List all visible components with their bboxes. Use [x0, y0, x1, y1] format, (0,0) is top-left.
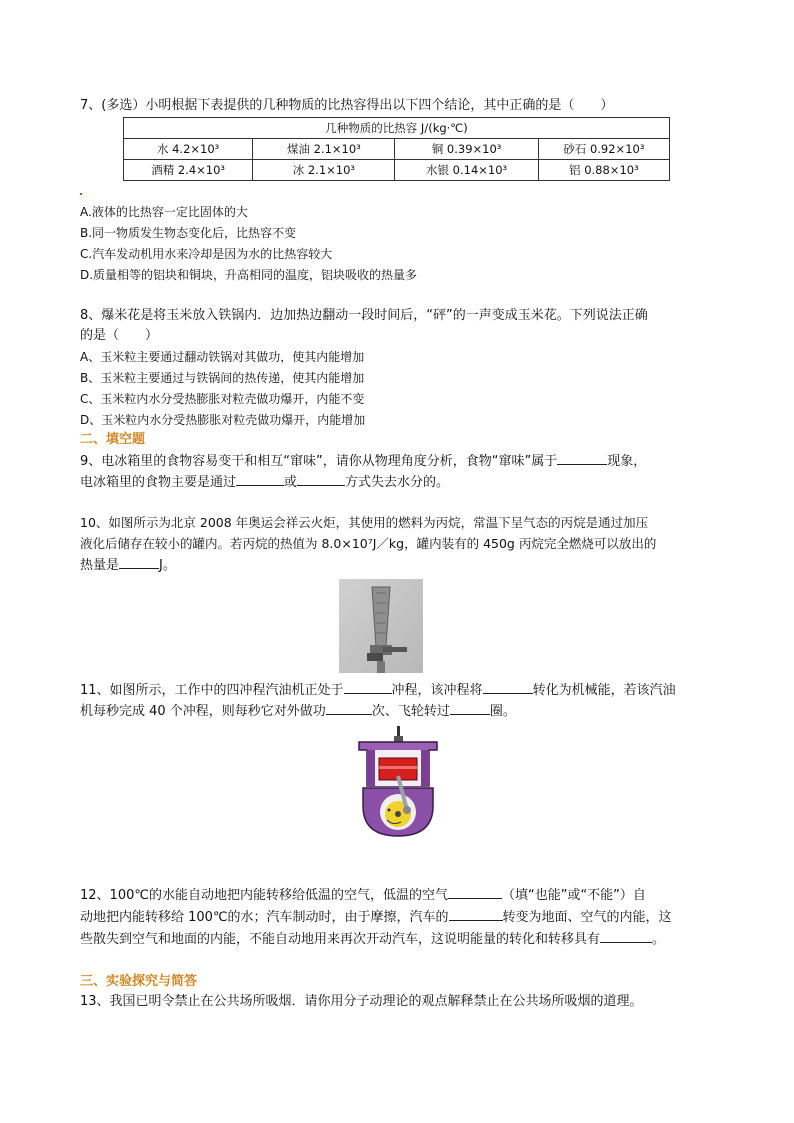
engine-cylinder-image: [353, 726, 443, 838]
q11-text: 11、如图所示，工作中的四冲程汽油机正处于: [80, 683, 344, 698]
q11-text: 转化为机械能，若该汽油: [532, 683, 676, 698]
q11-text: 次、飞轮转过: [371, 704, 450, 719]
q7-option-c: C.汽车发动机用水来冷却是因为水的比热容较大: [80, 247, 333, 261]
q9-text: 或: [284, 475, 298, 490]
answer-blank[interactable]: [449, 908, 503, 921]
q9-text: 现象，: [607, 454, 647, 469]
table-cell: 煤油 2.1×10³: [253, 139, 395, 160]
q11-text: 机每秒完成 40 个冲程，则每秒它对外做功: [80, 704, 326, 719]
specific-heat-table: [123, 117, 670, 181]
q9-line2: [80, 473, 449, 492]
table-cell: 冰 2.1×10³: [253, 160, 395, 181]
q10-line2: 液化后储存在较小的罐内。若丙烷的热值为 8.0×10⁷J／kg，罐内装有的 450g 丙烷完全燃烧可以放出的: [80, 536, 657, 551]
q11-text: 圈。: [489, 704, 516, 719]
q7-option-d: D.质量相等的铝块和铜块，升高相同的温度，铝块吸收的热量多: [80, 268, 418, 282]
q8-option-d: D、玉米粒内水分受热膨胀对粒壳做功爆开，内能增加: [80, 413, 366, 427]
q12-text: 12、100℃的水能自动地把内能转移给低温的空气，低温的空气: [80, 888, 448, 903]
answer-blank[interactable]: [344, 681, 392, 694]
section-heading-experiment: 三、实验探究与简答: [80, 974, 198, 989]
torch-image: [339, 579, 423, 673]
q8-option-c: C、玉米粒内水分受热膨胀对粒壳做功爆开，内能不变: [80, 392, 365, 406]
answer-blank[interactable]: [297, 473, 345, 486]
table-cell: 酒精 2.4×10³: [124, 160, 253, 181]
q12-text: 些散失到空气和地面的内能，不能自动地用来再次开动汽车，这说明能量的转化和转移具有: [80, 932, 601, 947]
answer-blank[interactable]: [119, 556, 159, 569]
q9-text: 9、电冰箱里的食物容易变干和相互“窜味”，请你从物理角度分析，食物“窜味”属于: [80, 454, 558, 469]
q10-text: 热量是: [80, 558, 120, 573]
section-heading-fill-in: 二、填空题: [80, 432, 146, 447]
q12-text: （填“也能”或“不能”）自: [501, 888, 646, 903]
answer-blank[interactable]: [557, 452, 607, 465]
q8-stem-line1: 8、爆米花是将玉米放入铁锅内．边加热边翻动一段时间后，“砰”的一声变成玉米花。下列说法正确: [80, 308, 648, 323]
q9-line1: [80, 452, 646, 471]
answer-blank[interactable]: [236, 473, 284, 486]
q8-option-a: A、玉米粒主要通过翻动铁锅对其做功，使其内能增加: [80, 350, 365, 364]
answer-blank[interactable]: [450, 702, 490, 715]
q12-text: 转变为地面、空气的内能，这: [502, 910, 672, 925]
q12-line2: [80, 908, 672, 927]
q10-line1: 10、如图所示为北京 2008 年奥运会祥云火炬，其使用的燃料为丙烷，常温下呈气态的丙烷是通过加压: [80, 515, 649, 530]
table-cell: 水银 0.14×10³: [395, 160, 538, 181]
table-title: 几种物质的比热容 J/(kg·℃): [124, 118, 670, 139]
q12-text: 动地把内能转移给 100℃的水；汽车制动时，由于摩擦，汽车的: [80, 910, 449, 925]
q9-text: 方式失去水分的。: [345, 475, 450, 490]
q12-line3: [80, 930, 665, 949]
table-cell: 水 4.2×10³: [124, 139, 253, 160]
answer-blank[interactable]: [600, 930, 652, 943]
q8-stem-line2: 的是（ ）: [80, 328, 159, 343]
q9-text: 电冰箱里的食物主要是通过: [80, 475, 237, 490]
q7-stem: 7、(多选）小明根据下表提供的几种物质的比热容得出以下四个结论，其中正确的是（ ）: [80, 98, 614, 113]
table-row: [124, 160, 670, 181]
answer-blank[interactable]: [448, 886, 502, 899]
table-row: [124, 139, 670, 160]
q10-line3: [80, 556, 176, 575]
q13-stem: 13、我国已明令禁止在公共场所吸烟．请你用分子动理论的观点解释禁止在公共场所吸烟的道理。: [80, 994, 643, 1009]
q11-line1: [80, 681, 676, 700]
table-title-row: [124, 118, 670, 139]
table-cell: 铜 0.39×10³: [395, 139, 538, 160]
table-cell: 砂石 0.92×10³: [538, 139, 669, 160]
answer-blank[interactable]: [326, 702, 372, 715]
q10-text: J。: [159, 558, 176, 573]
q12-text: 。: [652, 932, 666, 947]
q8-option-b: B、玉米粒主要通过与铁锅间的热传递，使其内能增加: [80, 371, 365, 385]
answer-blank[interactable]: [483, 681, 533, 694]
q11-text: 冲程，该冲程将: [391, 683, 483, 698]
q11-line2: [80, 702, 516, 721]
table-cell: 铝 0.88×10³: [538, 160, 669, 181]
q12-line1: [80, 886, 646, 905]
q7-option-a: A.液体的比热容一定比固体的大: [80, 205, 248, 219]
stray-dot: [80, 193, 82, 195]
q7-option-b: B.同一物质发生物态变化后，比热容不变: [80, 226, 297, 240]
